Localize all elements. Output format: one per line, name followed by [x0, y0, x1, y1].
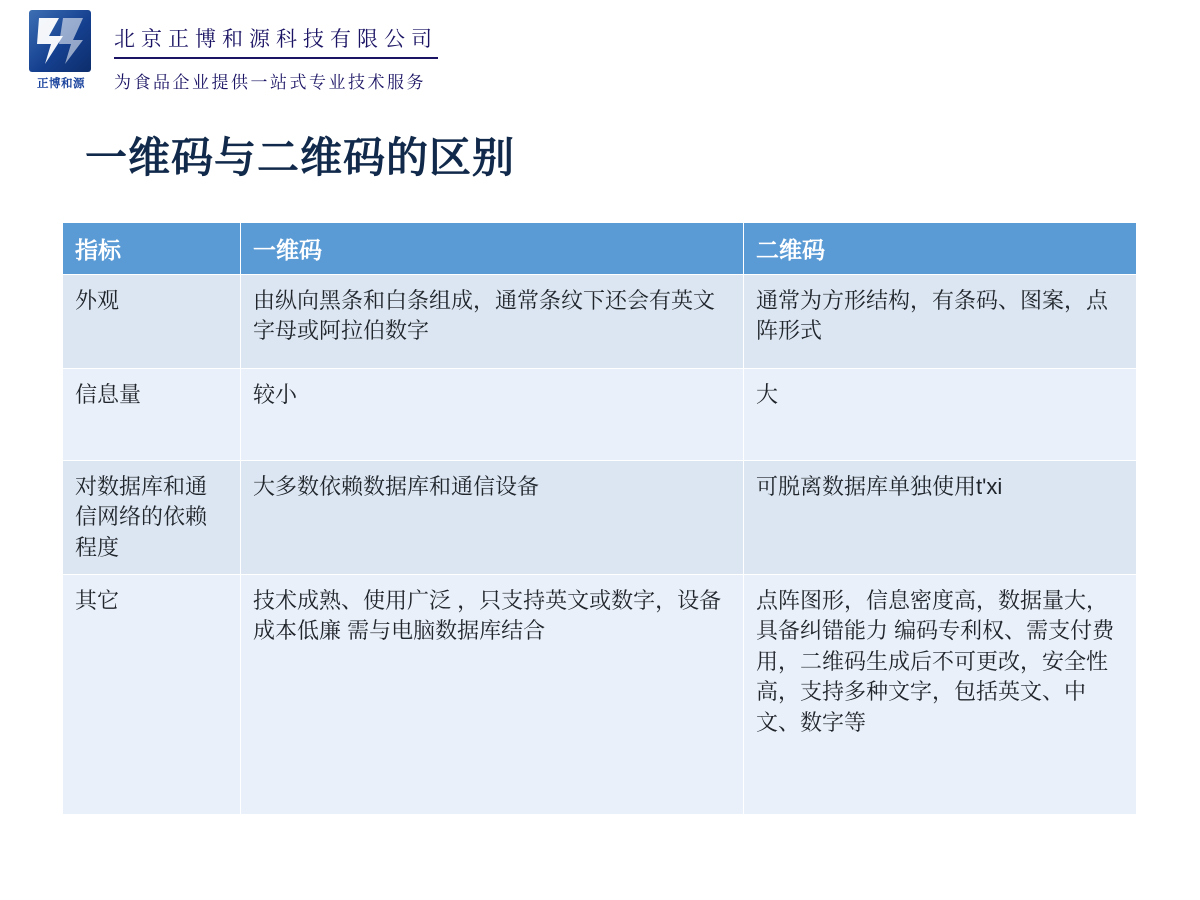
- cell-1d-dependency: 大多数依赖数据库和通信设备: [241, 461, 744, 575]
- table-row: [63, 369, 1137, 461]
- letterhead: [22, 10, 722, 105]
- company-logo: [22, 10, 102, 102]
- column-header-metric: 指标: [63, 223, 241, 275]
- cell-metric-other: 其它: [63, 575, 241, 815]
- table-row: [63, 575, 1137, 815]
- cell-2d-other: 点阵图形，信息密度高，数据量大，具备纠错能力 编码专利权、需支付费用，二维码生成后不可更改，安全性高，支持多种文字，包括英文、中文、数字等: [744, 575, 1137, 815]
- cell-1d-appearance: 由纵向黑条和白条组成，通常条纹下还会有英文字母或阿拉伯数字: [241, 275, 744, 369]
- column-header-2d: 二维码: [744, 223, 1137, 275]
- logo-caption: 正博和源: [37, 78, 85, 90]
- cell-1d-other: 技术成熟、使用广泛 ，只支持英文或数字，设备成本低廉 需与电脑数据库结合: [241, 575, 744, 815]
- comparison-table: [62, 222, 1137, 815]
- comparison-table-wrapper: [62, 222, 1136, 815]
- column-header-1d: 一维码: [241, 223, 744, 275]
- page-title: 一维码与二维码的区别: [85, 134, 516, 181]
- cell-2d-dependency: 可脱离数据库单独使用t'xi: [744, 461, 1137, 575]
- company-slogan: 为食品企业提供一站式专业技术服务: [114, 73, 426, 93]
- cell-2d-capacity: 大: [744, 369, 1137, 461]
- cell-metric-dependency: 对数据库和通信网络的依赖程度: [63, 461, 241, 575]
- cell-metric-appearance: 外观: [63, 275, 241, 369]
- company-name: 北京正博和源科技有限公司: [114, 28, 438, 59]
- cell-2d-appearance: 通常为方形结构，有条码、图案，点阵形式: [744, 275, 1137, 369]
- logo-zheng-icon: [29, 10, 91, 72]
- table-header-row: [63, 223, 1137, 275]
- cell-1d-capacity: 较小: [241, 369, 744, 461]
- table-row: [63, 275, 1137, 369]
- company-block: [114, 28, 438, 93]
- table-row: [63, 461, 1137, 575]
- cell-metric-capacity: 信息量: [63, 369, 241, 461]
